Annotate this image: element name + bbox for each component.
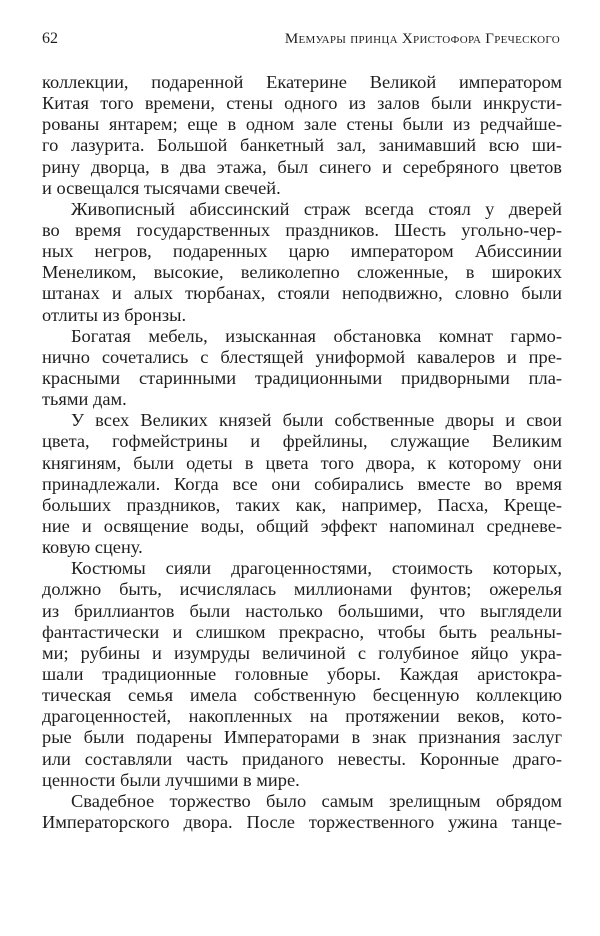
- text-line: Императорского двора. После торжественного ужина танце-: [42, 811, 562, 832]
- text-line: драгоценностей, накопленных на протяжении веков, кото-: [42, 706, 562, 727]
- paragraph: [42, 410, 562, 558]
- text-line: нично сочетались с блестящей униформой кавалеров и пре-: [42, 346, 562, 367]
- text-line: рованы янтарем; еще в одном зале стены были из редчайше-: [42, 114, 562, 135]
- text-line: Костюмы сияли драгоценностями, стоимость которых,: [71, 558, 562, 579]
- text-line: штанах и алых тюрбанах, стояли неподвижно, словно были: [42, 283, 562, 304]
- text-line: Свадебное торжество было самым зрелищным обрядом: [71, 790, 562, 811]
- text-line: больших праздников, таких как, например, Пасха, Креще-: [42, 494, 562, 515]
- text-line: или составляли часть приданого невесты. Коронные драго-: [42, 748, 562, 769]
- text-line: и освещался тысячами свечей.: [42, 177, 281, 198]
- text-line: красными старинными традиционными придворными пла-: [42, 367, 562, 388]
- text-line: Живописный абиссинский страж всегда стоял у дверей: [71, 198, 562, 219]
- text-line: Богатая мебель, изысканная обстановка комнат гармо-: [71, 325, 562, 346]
- text-line: го лазурита. Большой банкетный зал, занимавший всю ши-: [42, 135, 562, 156]
- text-line: шали традиционные головные уборы. Каждая аристокра-: [42, 663, 562, 684]
- text-line: ми; рубины и изумруды величиной с голубиное яйцо укра-: [42, 642, 562, 663]
- text-line: ковую сцену.: [42, 537, 143, 558]
- text-line: принадлежали. Когда все они собирались вместе во время: [42, 473, 562, 494]
- text-line: из бриллиантов были настолько большими, что выглядели: [42, 600, 562, 621]
- text-line: Китая того времени, стены одного из залов были инкрусти-: [42, 93, 562, 114]
- paragraph: [42, 791, 562, 833]
- running-title: Мемуары принца Христофора Греческого: [284, 31, 560, 47]
- text-line: отлиты из бронзы.: [42, 304, 187, 325]
- paragraph: [42, 326, 562, 411]
- text-line: фантастически и слишком прекрасно, чтобы быть реальны-: [42, 621, 562, 642]
- text-line: ных негров, подаренных царю императором Абиссинии: [42, 241, 562, 262]
- text-line: коллекции, подаренной Екатерине Великой императором: [42, 72, 562, 92]
- paragraph: [42, 72, 562, 199]
- text-line: должно быть, исчислялась миллионами фунтов; ожерелья: [42, 579, 562, 600]
- page-number: 62: [42, 30, 58, 47]
- text-line: во время государственных праздников. Шесть угольно-чер-: [42, 219, 562, 240]
- text-line: тическая семья имела собственную бесценную коллекцию: [42, 685, 562, 706]
- text-line: рые были подарены Императорами в знак признания заслуг: [42, 727, 562, 748]
- text-line: цвета, гофмейстрины и фрейлины, служащие Великим: [42, 431, 562, 452]
- text-line: тьями дам.: [42, 389, 127, 410]
- text-line: У всех Великих князей были собственные дворы и свои: [71, 410, 562, 431]
- text-line: княгиням, были одеты в цвета того двора, к которому они: [42, 452, 562, 473]
- text-line: рину дворца, в два этажа, был синего и серебряного цветов: [42, 156, 562, 177]
- paragraph: [42, 558, 562, 791]
- text-line: ценности были лучшими в мире.: [42, 769, 300, 790]
- text-line: Менеликом, высокие, великолепно сложенные, в широких: [42, 262, 562, 283]
- page-body-text: [42, 72, 562, 833]
- paragraph: [42, 199, 562, 326]
- page-header: [42, 30, 560, 50]
- text-line: ние и освящение воды, общий эффект напоминал средневе-: [42, 515, 562, 536]
